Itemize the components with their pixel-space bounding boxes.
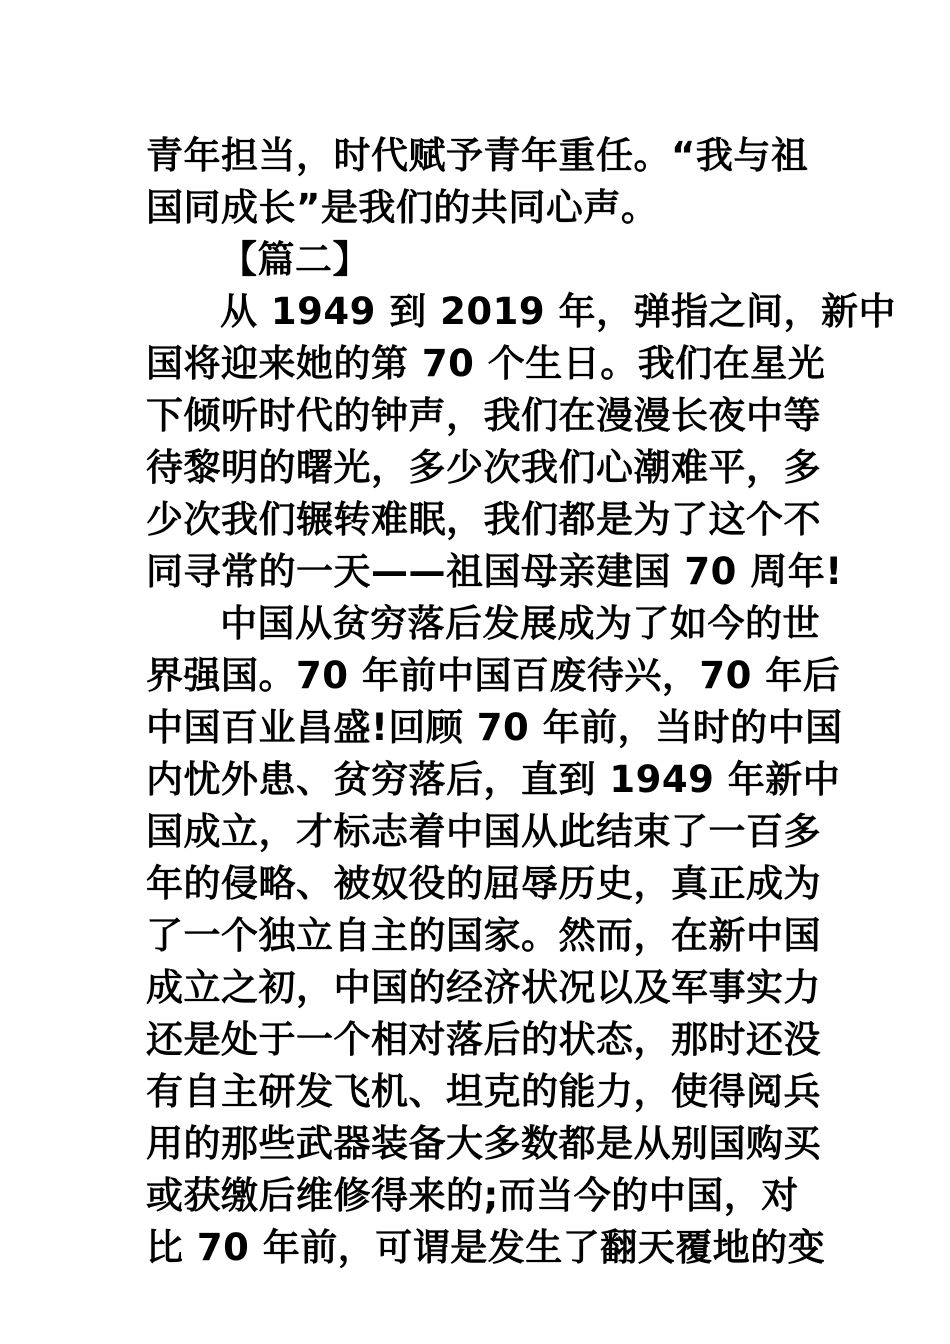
text-line: 成立之初，中国的经济状况以及军事实力 [146,966,821,1009]
text-line: 有自主研发飞机、坦克的能力，使得阅兵 [146,1070,821,1113]
text-line: 用的那些武器装备大多数都是从别国购买 [146,1122,821,1165]
text-line: 比 70 年前，可谓是发生了翻天覆地的变 [146,1226,826,1269]
text-line: 从 1949 到 2019 年，弹指之间，新中 [220,290,896,333]
text-line: 国同成长”是我们的共同心声。 [146,186,659,229]
text-line: 国成立，才标志着中国从此结束了一百多 [146,810,821,853]
text-line: 中国百业昌盛!回顾 70 年前，当时的中国 [146,706,843,749]
text-line: 或获缴后维修得来的;而当今的中国，对 [146,1174,799,1217]
text-line: 中国从贫穷落后发展成为了如今的世 [220,602,820,645]
text-line: 内忧外患、贫穷落后，直到 1949 年新中 [146,758,841,801]
text-line: 国将迎来她的第 70 个生日。我们在星光 [146,342,826,385]
text-line: 了一个独立自主的国家。然而，在新中国 [146,914,821,957]
section-heading: 【篇二】 [220,238,370,281]
text-line: 年的侵略、被奴役的屈辱历史，真正成为 [146,862,821,905]
text-line: 待黎明的曙光，多少次我们心潮难平，多 [146,446,821,489]
body-text [146,130,896,1274]
text-line: 还是处于一个相对落后的状态，那时还没 [146,1018,821,1061]
text-line: 青年担当，时代赋予青年重任。“我与祖 [146,134,809,177]
text-line: 下倾听时代的钟声，我们在漫漫长夜中等 [146,394,821,437]
text-line: 同寻常的一天——祖国母亲建国 70 周年! [146,550,843,593]
text-line: 少次我们辗转难眠，我们都是为了这个不 [146,498,821,541]
text-line: 界强国。70 年前中国百废待兴，70 年后 [146,654,841,697]
